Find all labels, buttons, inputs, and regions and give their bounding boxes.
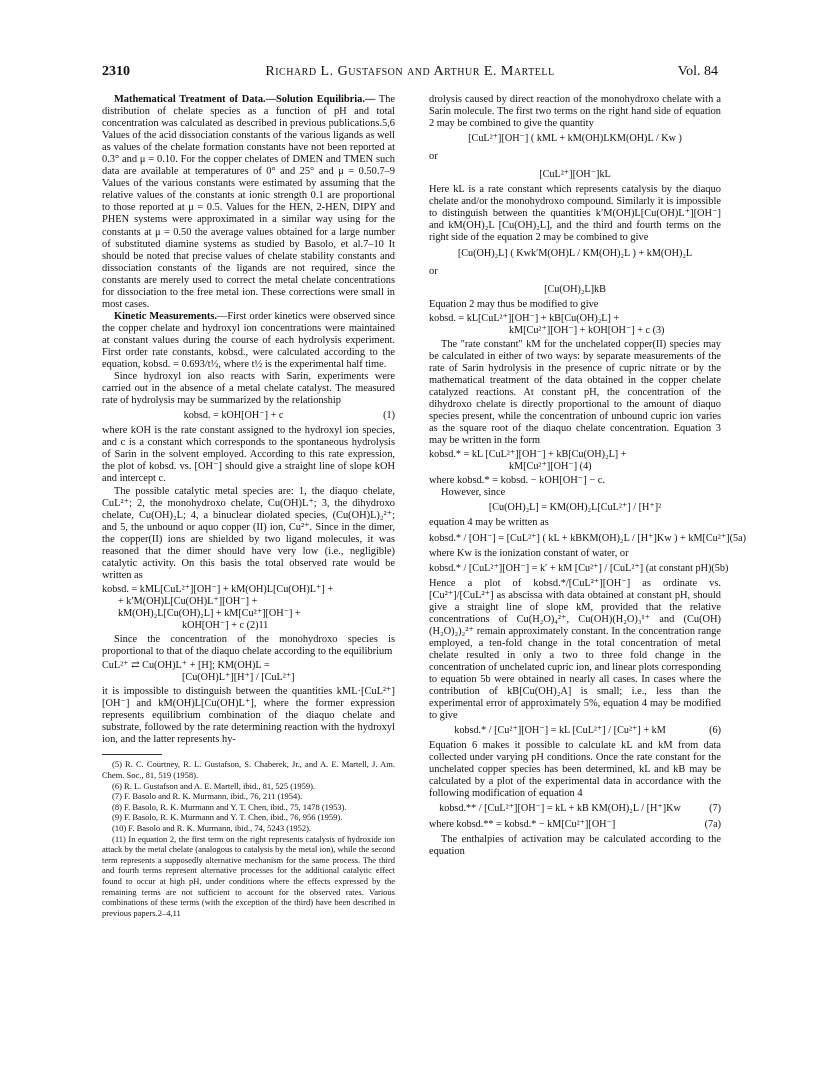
equation-number: (1) xyxy=(383,410,395,422)
paragraph: Equation 6 makes it possible to calculate kL and kM from data collected under varying pH conditions. Once the rate constant for the unchelated copper species has been determined, kL and kB may be calculated by a plot of the experimental data in accordance with the following modification of equation 4 xyxy=(429,740,721,800)
equation-number: (7a) xyxy=(704,818,721,830)
paragraph: Equation 2 may thus be modified to give xyxy=(429,298,599,310)
paragraph: Here kL is a rate constant which represents catalysis by the diaquo chelate and/or the monohydroxo compound. Similarly it is impossible to distinguish between the quantities k′M(OH)L[Cu(OH)L⁺][OH⁻] and kM(OH)₂L [Cu(OH)₂L], and the third and fourth terms on the right side of the equation 2 may be combined to give xyxy=(429,184,721,244)
equation-number: (5a) xyxy=(729,532,747,544)
equation-text: [CuL²⁺][OH⁻]kL xyxy=(539,169,611,181)
equation-text: [CuL²⁺][OH⁻] ( kML + kM(OH)LKM(OH)L / Kw ) xyxy=(468,133,682,145)
left-column xyxy=(102,94,395,918)
equation-text: [Cu(OH)₂L]kB xyxy=(544,283,606,295)
paragraph-text: The distribution of chelate species as a function of pH and total concentration was calculated as described in previous publications.5,6 Values of the acid dissociation constants of the various ligands as well as values of the chelate formation constants have not been reported at 0.3° and μ = 0.10. For the copper chelates of DMEN and TMEN such data are available at temperatures of 0° and 25° and μ = 0.50.7–9 Values of the various constants were estimated by assuming that the relative values of the constants at ionic strength 0.1 are proportional to those reported at μ = 0.5. Values for the HEN, 2-HEN, DIPY and PHEN systems were approximated in a similar way using for the constants at μ = 0.50 the average values obtained for a large number of substituted diamine systems as studied by Basolo, et al.7–10 It should be noted that precise values of chelate stability constants and dissociation constants of the ligands are not required, since the constants are merely used to correct the metal chelate concentrations for dissociation to the free metal ion. These corrections were small in most cases. xyxy=(102,94,395,310)
paragraph: The enthalpies of activation may be calculated according to the equation xyxy=(429,833,721,857)
equilibrium-equation xyxy=(102,660,395,684)
equation-line: kM[Cu²⁺][OH⁻] + kOH[OH⁻] + c (3) xyxy=(509,324,665,336)
section-heading: Mathematical Treatment of Data.—Solution Equilibria.— xyxy=(114,94,376,105)
equation-3 xyxy=(429,313,721,337)
paragraph: Since hydroxyl ion also reacts with Sarin, experiments were carried out in the absence of a metal chelate catalyst. The measured rate of hydrolysis may be summarized by the relationship xyxy=(102,371,395,407)
paragraph: Since the concentration of the monohydroxo species is proportional to that of the diaquo chelate according to the equilibrium xyxy=(102,634,395,658)
equation-6 xyxy=(429,725,721,737)
connector-word: or xyxy=(429,265,438,277)
paragraph: where kOH is the rate constant assigned to the hydroxyl ion species, and c is a constant which corresponds to the spontaneous hydrolysis of Sarin in the solvent employed. According to this rate expression, the plot of kobsd. vs. [OH⁻] should give a straight line of slope kOH and intercept c. xyxy=(102,425,395,485)
equation-1 xyxy=(102,410,395,422)
equation-text: kobsd. = kOH[OH⁻] + c xyxy=(183,410,284,422)
equation-line: CuL²⁺ ⇄ Cu(OH)L⁺ + [H]; KM(OH)L = xyxy=(102,660,270,672)
paragraph-text: —First order kinetics were observed since the copper chelate and hydroxyl ion concentrations were maintained at constant values during the course of each hydrolysis experiment. First order rate constants, kobsd., were calculated according to the equation, kobsd. = 0.693/t½, where t½ is the experimental half time. xyxy=(102,310,395,371)
equation-line: kobsd. = kML[CuL²⁺][OH⁻] + kM(OH)L[Cu(OH)L⁺] + xyxy=(102,583,334,595)
equation-line: kM[Cu²⁺][OH⁻] (4) xyxy=(509,461,592,473)
equation-combined-a xyxy=(429,133,721,145)
equation-combined-b xyxy=(429,169,721,181)
footnote: (9) F. Basolo, R. K. Murmann and Y. T. Chen, ibid., 76, 956 (1959). xyxy=(112,812,343,823)
equation-7a xyxy=(429,819,721,831)
right-column xyxy=(429,94,747,858)
footnote: (10) F. Basolo and R. K. Murmann, ibid., 74, 5243 (1952). xyxy=(112,823,312,834)
equation-dihydroxo xyxy=(429,502,721,514)
footnotes xyxy=(102,759,395,918)
footnote: (7) F. Basolo and R. K. Murmann, ibid., 76, 211 (1954). xyxy=(112,791,303,802)
volume-label: Vol. 84 xyxy=(677,64,718,79)
paragraph: Hence a plot of kobsd.*/[CuL²⁺][OH⁻] as ordinate vs. [Cu²⁺]/[CuL²⁺] as abscissa with data obtained at constant pH, should give a straight line of slope kM, provided that the relative concentrations of Cu(H₂O)₄²⁺, Cu(OH)(H₂O)₃¹⁺ and (Cu(OH)(H₂O)₂)₂²⁺ remain approximately constant. In the concentration range employed, a ten-fold change in the total concentration of metal chelate resulted in only a two to three fold change in the concentration of unchelated cupric ion, and linear plots corresponding to equation 5b were obtained in nearly all cases. In cases where the contribution of kB[Cu(OH)₂A] is small; i.e., less than the experimental error of approximately 5%, equation 4 may be modified to give xyxy=(429,577,721,722)
connector-word: or xyxy=(429,151,438,163)
footnote-divider xyxy=(102,754,162,755)
paragraph: drolysis caused by direct reaction of the monohydroxo chelate with a Sarin molecule. The first two terms on the right hand side of equation 2 may be combined to give the quantity xyxy=(429,94,721,130)
equation-text: kobsd.* / [CuL²⁺][OH⁻] = k′ + kM [Cu²⁺] / [CuL²⁺] (at constant pH) xyxy=(429,562,712,574)
equation-2 xyxy=(102,584,395,632)
equation-text: [Cu(OH)₂L] ( Kwk′M(OH)L / KM(OH)₂L ) + kM(OH)₂L xyxy=(457,247,693,259)
equation-number: (7) xyxy=(709,803,721,815)
paragraph: equation 4 may be written as xyxy=(429,517,549,529)
equation-text: kobsd.* / [Cu²⁺][OH⁻] = kL [CuL²⁺] / [Cu²⁺] + kM xyxy=(454,725,666,737)
footnote: (5) R. C. Courtney, R. L. Gustafson, S. Chaberek, Jr., and A. E. Martell, J. Am. Chem. Soc., 81, 519 (1958). xyxy=(102,759,395,781)
paragraph xyxy=(102,311,395,371)
equation-text: [Cu(OH)₂L] = KM(OH)₂L[CuL²⁺] / [H⁺]² xyxy=(488,502,662,514)
equation-combined-d xyxy=(429,284,721,296)
equation-4 xyxy=(429,449,721,473)
equation-line: kobsd. = kL[CuL²⁺][OH⁻] + kB[Cu(OH)₂L] + xyxy=(429,312,620,324)
running-authors: Richard L. Gustafson and Arthur E. Martell xyxy=(265,64,555,79)
section-heading: Kinetic Measurements. xyxy=(114,310,217,322)
equation-text: kobsd.** / [CuL²⁺][OH⁻] = kL + kB KM(OH)₂L / [H⁺]Kw xyxy=(439,803,681,815)
equation-text: where kobsd.** = kobsd.* − kM[Cu²⁺][OH⁻] xyxy=(429,818,616,830)
paragraph: it is impossible to distinguish between the quantities kML·[CuL²⁺][OH⁻] and kM(OH)L[Cu(OH)L⁺], where the former expression represents equilibrium combination of the diaquo chelate and substrate, followed by the rate determining reaction with the hydroxyl ion, and the latter represents hy- xyxy=(102,686,395,746)
equation-combined-c xyxy=(429,248,721,260)
equation-line: kobsd.* = kL [CuL²⁺][OH⁻] + kB[Cu(OH)₂L] + xyxy=(429,449,627,461)
footnote: (8) F. Basolo, R. K. Murmann and Y. T. Chen, ibid., 75, 1478 (1953). xyxy=(112,801,347,812)
footnote: (11) In equation 2, the first term on the right represents catalysis of hydroxide ion attack by the metal chelate (analogous to catalysis by the metal ion), while the second term represents a supposedly alternative mechanism for the same process. The third and fourth terms represent alternative processes for the additional catalytic effect found to occur at high pH, under conditions where the effects expressed by the remaining terms are not sufficient to account for the observed rates. Various combinations of these terms (with the exception of the third) have been described in previous papers.2–4,11 xyxy=(102,833,395,918)
equation-line: [Cu(OH)L⁺][H⁺] / [CuL²⁺] xyxy=(182,672,295,684)
equation-line: + k′M(OH)L[Cu(OH)L⁺][OH⁻] + xyxy=(118,595,258,607)
paragraph: where Kw is the ionization constant of water, or xyxy=(429,547,629,559)
paragraph: The "rate constant" kM for the unchelated copper(II) species may be calculated in either of two ways: by separate measurements of the rate of Sarin hydrolysis in the presence of cupric nitrate or by the mathematical treatment of the data obtained in the copper chelate catalyzed reactions. At constant pH, the concentration of the dihydroxo chelate is directly proportional to the amount of diaquo species present, while the concentration of unbound cupric ion varies as the square root of the diaquo chelate concentration. Equation 3 may be written in the form xyxy=(429,338,721,447)
footnote: (6) R. L. Gustafson and A. E. Martell, ibid., 81, 525 (1959). xyxy=(112,780,316,791)
page-header xyxy=(102,64,718,84)
page-number: 2310 xyxy=(102,64,130,79)
paragraph: where kobsd.* = kobsd. − kOH[OH⁻] − c. xyxy=(429,475,606,487)
equation-line: kM(OH)₂L[Cu(OH)₂L] + kM[Cu²⁺][OH⁻] + xyxy=(118,607,301,619)
equation-5b xyxy=(429,562,729,575)
equation-5a xyxy=(429,532,747,545)
paragraph: However, since xyxy=(441,487,506,499)
paragraph xyxy=(102,94,395,311)
paragraph: The possible catalytic metal species are: 1, the diaquo chelate, CuL²⁺; 2, the monohydroxo chelate, Cu(OH)L⁺; 3, the dihydroxo chelate, Cu(OH)₂L; 4, a binuclear diolated species, (Cu(OH)L)₂²⁺; and 5, the unbound or aquo copper (II) ion, Cu²⁺. Since in the dimer, the copper(II) ions are shielded by two ligand molecules, it was reasoned that the dimer should have very low (i.e., negligible) catalytic activity. On this basis the total observed rate would be written as xyxy=(102,485,395,581)
equation-line: kOH[OH⁻] + c (2)11 xyxy=(182,620,269,632)
equation-number: (5b) xyxy=(711,562,729,574)
equation-number: (6) xyxy=(709,725,721,737)
equation-text: kobsd.* / [OH⁻] = [CuL²⁺] ( kL + kBKM(OH)₂L / [H⁺]Kw ) + kM[Cu²⁺] xyxy=(429,532,730,544)
equation-7 xyxy=(429,803,721,815)
